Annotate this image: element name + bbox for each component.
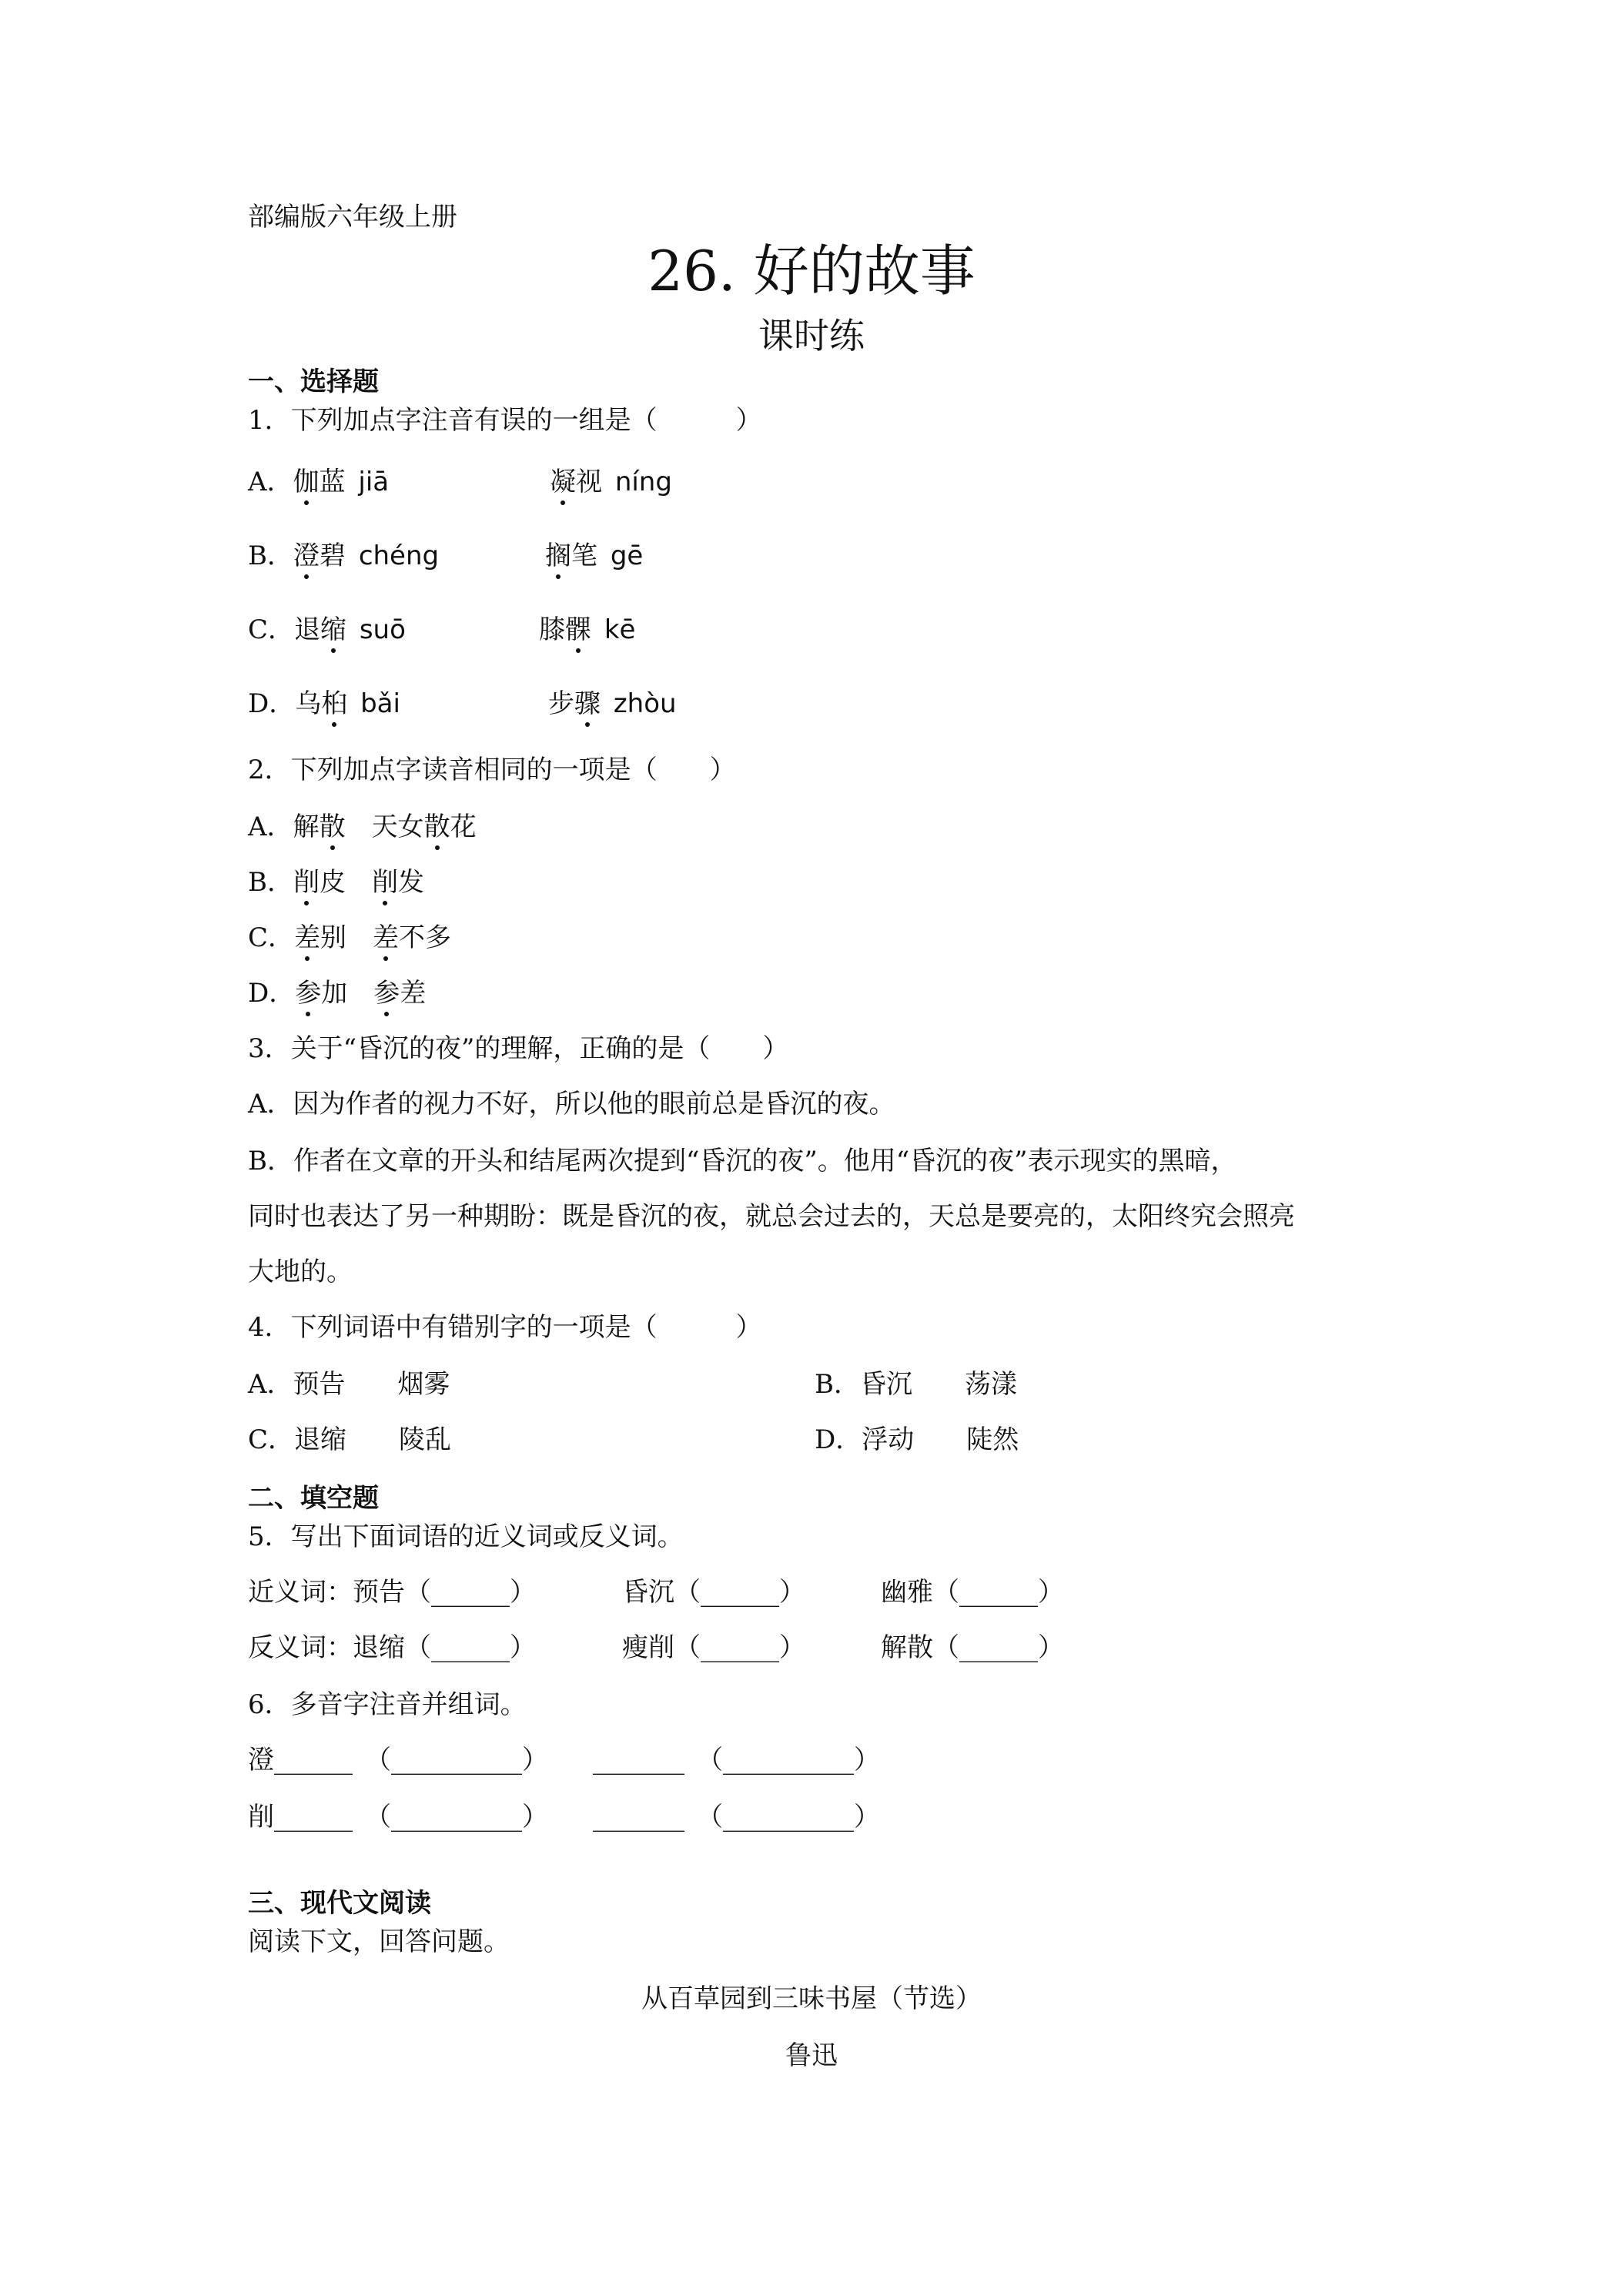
answer-blank: （______） xyxy=(405,1632,536,1663)
q2-option-d: D．参加 参差 xyxy=(248,978,427,1009)
answer-blank: （______） xyxy=(405,1577,536,1608)
q1-stem: 1．下列加点字注音有误的一组是（ ） xyxy=(248,405,762,436)
q2-stem: 2．下列加点字读音相同的一项是（ ） xyxy=(248,755,736,785)
q1-option-a-second: 凝视 níng xyxy=(550,467,672,497)
answer-blank: （______） xyxy=(674,1577,805,1608)
q4-option-c: C．退缩 陵乱 xyxy=(248,1424,452,1455)
page-subtitle: 课时练 xyxy=(758,315,865,356)
passage-title: 从百草园到三味书屋（节选） xyxy=(641,1983,982,2014)
q5-antonym-3: 解散（______） xyxy=(881,1632,1064,1663)
q4-option-a: A．预告 烟雾 xyxy=(248,1369,450,1400)
q1-option-c-second: 膝髁 kē xyxy=(539,614,636,645)
q1-option-d-second: 步骤 zhòu xyxy=(548,688,677,719)
emphasis-dot-char: 伽 xyxy=(293,467,320,497)
q5-antonym-row: 反义词：退缩（______） xyxy=(248,1632,536,1663)
q4-stem: 4．下列词语中有错别字的一项是（ ） xyxy=(248,1312,762,1343)
q3-option-b-line3: 大地的。 xyxy=(248,1257,353,1287)
page-title: 26. 好的故事 xyxy=(648,239,975,303)
q6-row-1-second: _______ （__________） xyxy=(593,1745,880,1776)
reading-instruction: 阅读下文，回答问题。 xyxy=(248,1926,510,1957)
answer-blank: （______） xyxy=(674,1632,805,1663)
q3-option-b-line1: B．作者在文章的开头和结尾两次提到“昏沉的夜”。他用“昏沉的夜”表示现实的黑暗， xyxy=(248,1146,1237,1176)
q6-row-2: 削______ （__________） xyxy=(248,1802,548,1832)
q3-option-b-line2: 同时也表达了另一种期盼：既是昏沉的夜，就总会过去的，天总是要亮的，太阳终究会照亮 xyxy=(248,1201,1295,1232)
q4-option-d: D．浮动 陡然 xyxy=(815,1424,1019,1455)
q1-option-b: B．澄碧 chéng xyxy=(248,541,440,571)
passage-author: 鲁迅 xyxy=(785,2040,838,2071)
section-heading-choice: 一、选择题 xyxy=(248,366,379,397)
q2-option-c: C．差别 差不多 xyxy=(248,922,452,953)
q5-stem: 5．写出下面词语的近义词或反义词。 xyxy=(248,1521,684,1552)
answer-blank: （______） xyxy=(933,1577,1064,1608)
section-heading-reading: 三、现代文阅读 xyxy=(248,1888,431,1919)
q2-option-b: B．削皮 削发 xyxy=(248,867,424,898)
q1-option-a: A．伽蓝 jiā xyxy=(248,467,390,497)
q5-antonym-2: 瘦削（______） xyxy=(622,1632,805,1663)
q2-option-a: A．解散 天女散花 xyxy=(248,812,477,842)
q6-row-1: 澄______ （__________） xyxy=(248,1745,548,1776)
q4-option-b: B．昏沉 荡漾 xyxy=(815,1369,1017,1400)
q5-synonym-row: 近义词：预告（______） xyxy=(248,1577,536,1608)
q1-option-c: C．退缩 suō xyxy=(248,614,406,645)
section-heading-fill: 二、填空题 xyxy=(248,1483,379,1514)
q3-option-a: A．因为作者的视力不好，所以他的眼前总是昏沉的夜。 xyxy=(248,1089,895,1120)
q3-stem: 3．关于“昏沉的夜”的理解，正确的是（ ） xyxy=(248,1033,789,1064)
q6-stem: 6．多音字注音并组词。 xyxy=(248,1689,527,1720)
q1-option-d: D．乌桕 bǎi xyxy=(248,688,400,719)
q6-row-2-second: _______ （__________） xyxy=(593,1802,880,1832)
grade-label: 部编版六年级上册 xyxy=(248,202,457,233)
q1-option-b-second: 搁笔 gē xyxy=(545,541,644,571)
q5-synonym-3: 幽雅（______） xyxy=(881,1577,1064,1608)
answer-blank: （______） xyxy=(933,1632,1064,1663)
q5-synonym-2: 昏沉（______） xyxy=(622,1577,805,1608)
